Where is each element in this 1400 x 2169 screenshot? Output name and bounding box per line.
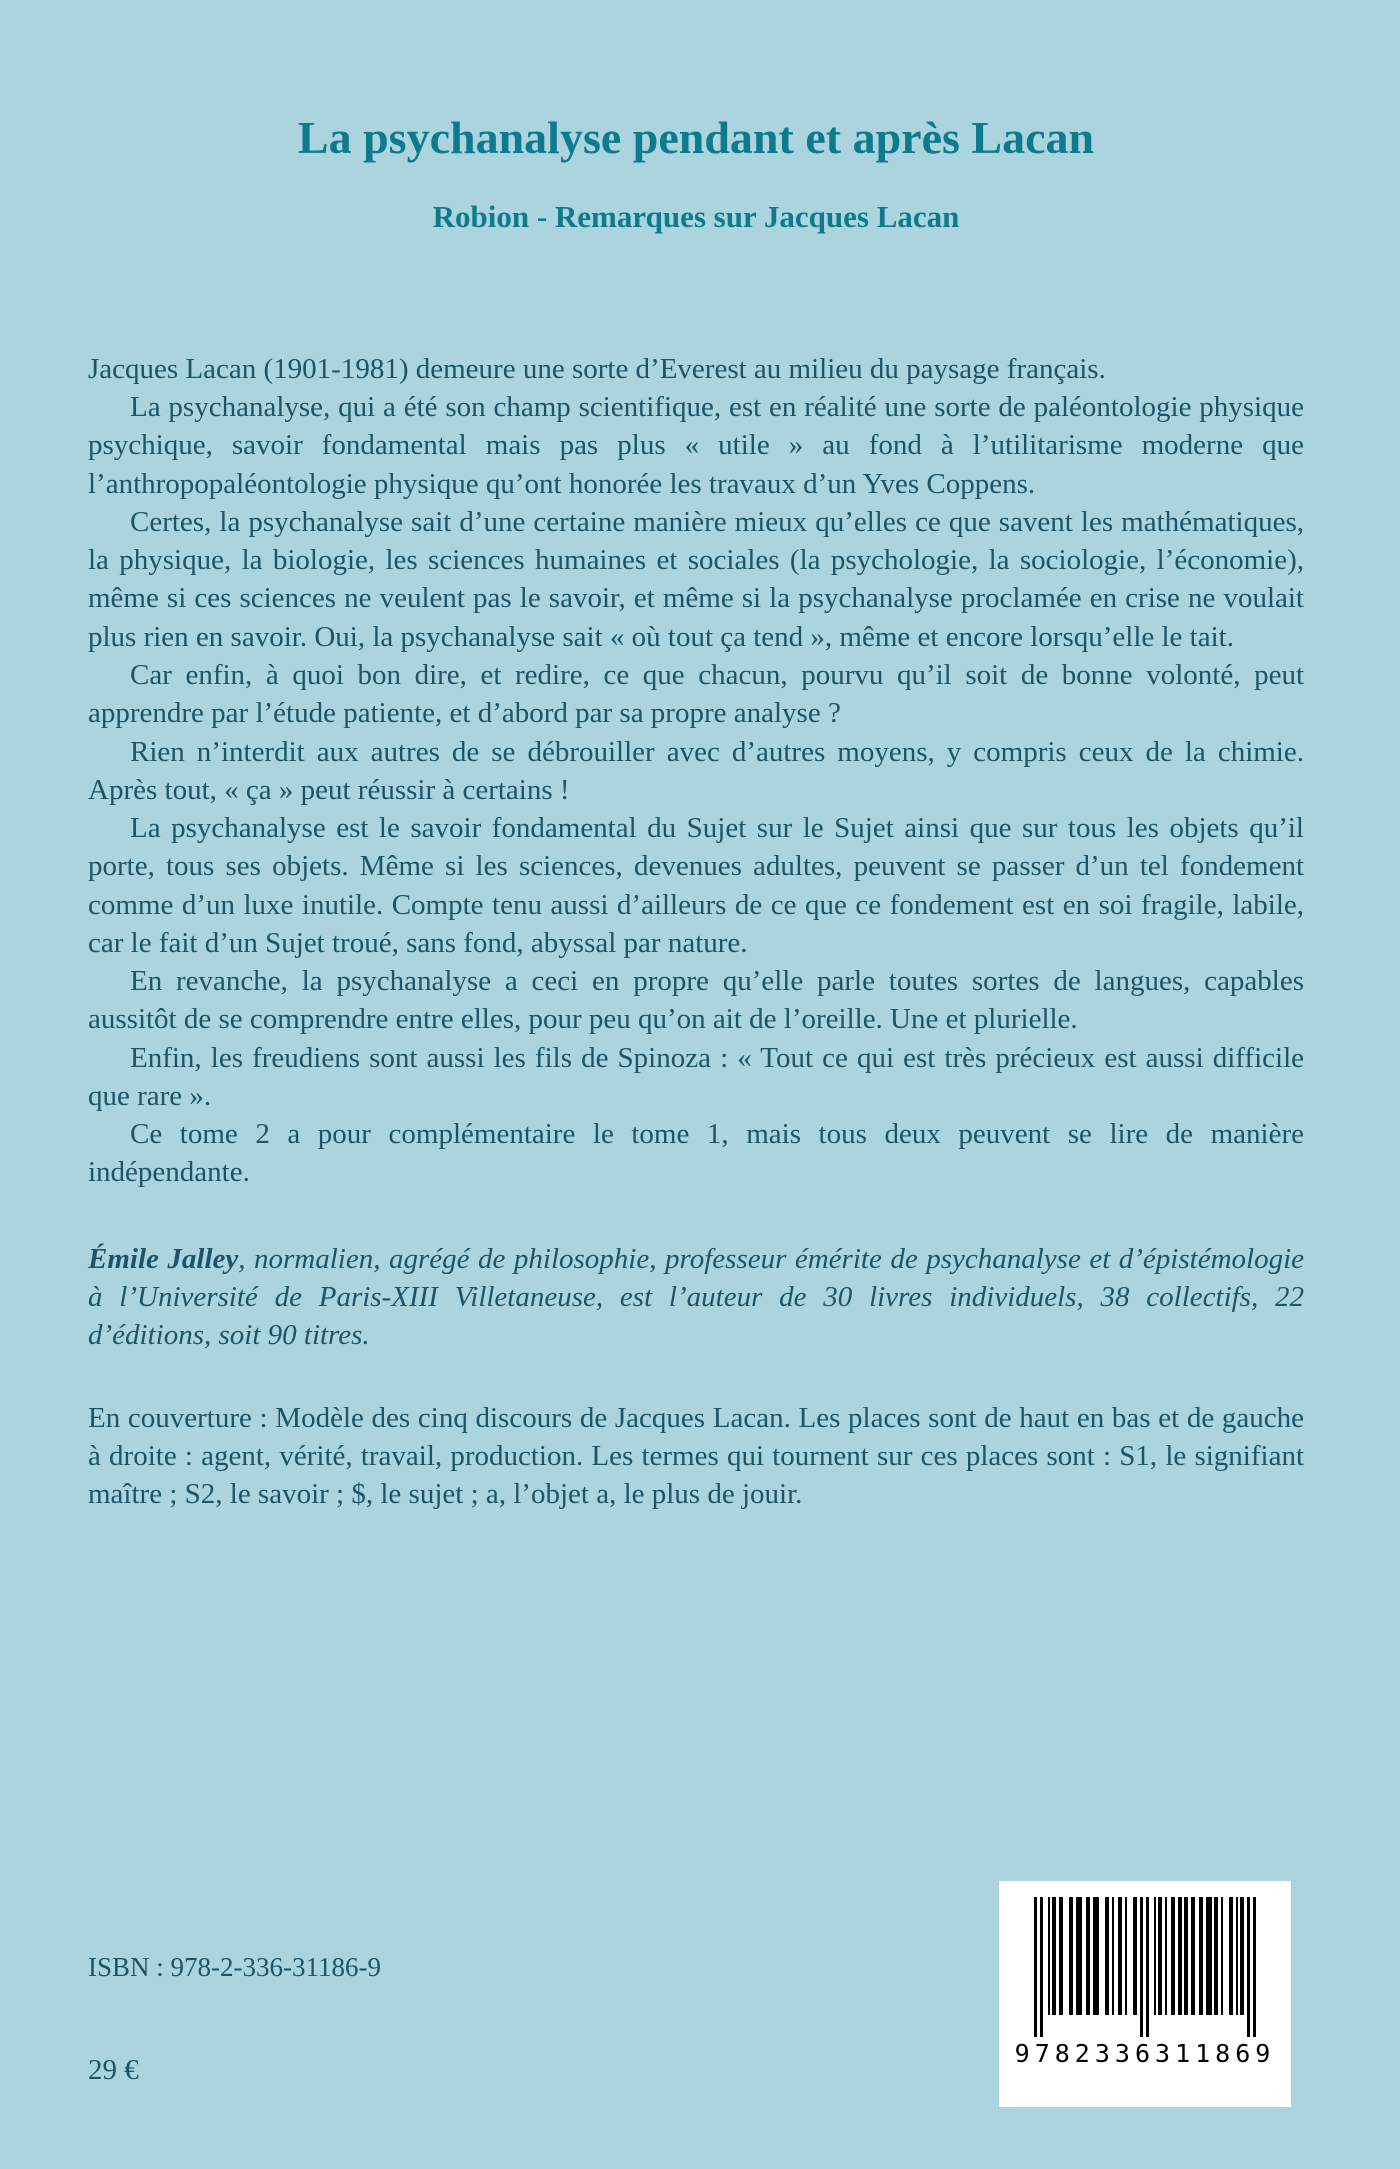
paragraph: Ce tome 2 a pour complémentaire le tome 1, mais tous deux peuvent se lire de manière indépendante. <box>88 1118 1304 1189</box>
paragraph: En revanche, la psychanalyse a ceci en propre qu’elle parle toutes sortes de langues, capables aussitôt de se comprendre entre elles, pour peu qu’on ait de l’oreille. Une et plurielle. <box>88 965 1304 1036</box>
paragraph: La psychanalyse est le savoir fondamental du Sujet sur le Sujet ainsi que sur tous les objets qu’il porte, tous ses objets. Même si les sciences, devenues adultes, peuvent se passer d’un tel fondement comme d’un luxe inutile. Compte tenu aussi d’ailleurs de ce que ce fondement est en soi fragile, labile, car le fait d’un Sujet troué, sans fond, abyssal par nature. <box>88 812 1304 959</box>
paragraph: Certes, la psychanalyse sait d’une certaine manière mieux qu’elles ce que savent les mathématiques, la physique, la biologie, les sciences humaines et sociales (la psychologie, la sociologie, l’économie), même si ces sciences ne veulent pas le savoir, et même si la psychanalyse proclamée en crise ne voulait plus rien en savoir. Oui, la psychanalyse sait « où tout ça tend », même et encore lorsqu’elle le tait. <box>88 505 1304 653</box>
author-name: Émile Jalley <box>88 1242 239 1275</box>
book-title: La psychanalyse pendant et après Lacan <box>297 112 1095 163</box>
book-subtitle: Robion - Remarques sur Jacques Lacan <box>432 198 960 234</box>
paragraph: Car enfin, à quoi bon dire, et redire, ce que chacun, pourvu qu’il soit de bonne volonté, peut apprendre par l’étude patiente, et d’abord par sa propre analyse ? <box>88 659 1304 730</box>
body-text <box>88 350 1304 1192</box>
cover-note: En couverture : Modèle des cinq discours de Jacques Lacan. Les places sont de haut en bas et de gauche à droite : agent, vérité, travail, production. Les termes qui tournent sur ces places sont : S1, le signifiant maître ; S2, le savoir ; $, le sujet ; a, l’objet a, le plus de jouir. <box>88 1401 1304 1511</box>
isbn-text: ISBN : 978-2-336-31186-9 <box>88 1952 381 1982</box>
paragraph: Enfin, les freudiens sont aussi les fils de Spinoza : « Tout ce qui est très précieux est aussi difficile que rare ». <box>88 1041 1304 1112</box>
author-bio-text: , normalien, agrégé de philosophie, professeur émérite de psychanalyse et d’épistémologie à l’Université de Paris-XIII Villetaneuse, est l’auteur de 30 livres individuels, 38 collectifs, 22 d’éditions, soit 90 titres. <box>88 1242 1304 1352</box>
barcode-number: 9782336311869 <box>1014 2039 1276 2068</box>
paragraph: Rien n’interdit aux autres de se débrouiller avec d’autres moyens, y compris ceux de la chimie. Après tout, « ça » peut réussir à certains ! <box>88 735 1304 806</box>
author-bio <box>88 1240 1304 1355</box>
paragraph: La psychanalyse, qui a été son champ scientifique, est en réalité une sorte de paléontologie physique psychique, savoir fondamental mais pas plus « utile » au fond à l’utilitarisme moderne que l’anthropopaléontologie physique qu’ont honorée les travaux d’un Yves Coppens. <box>88 391 1304 500</box>
barcode-bars <box>999 1897 1291 2037</box>
cover-content <box>88 0 1304 1542</box>
paragraph: Jacques Lacan (1901-1981) demeure une sorte d’Everest au milieu du paysage français. <box>88 352 1106 385</box>
barcode <box>999 1881 1291 2107</box>
price-text: 29 € <box>88 2054 139 2086</box>
